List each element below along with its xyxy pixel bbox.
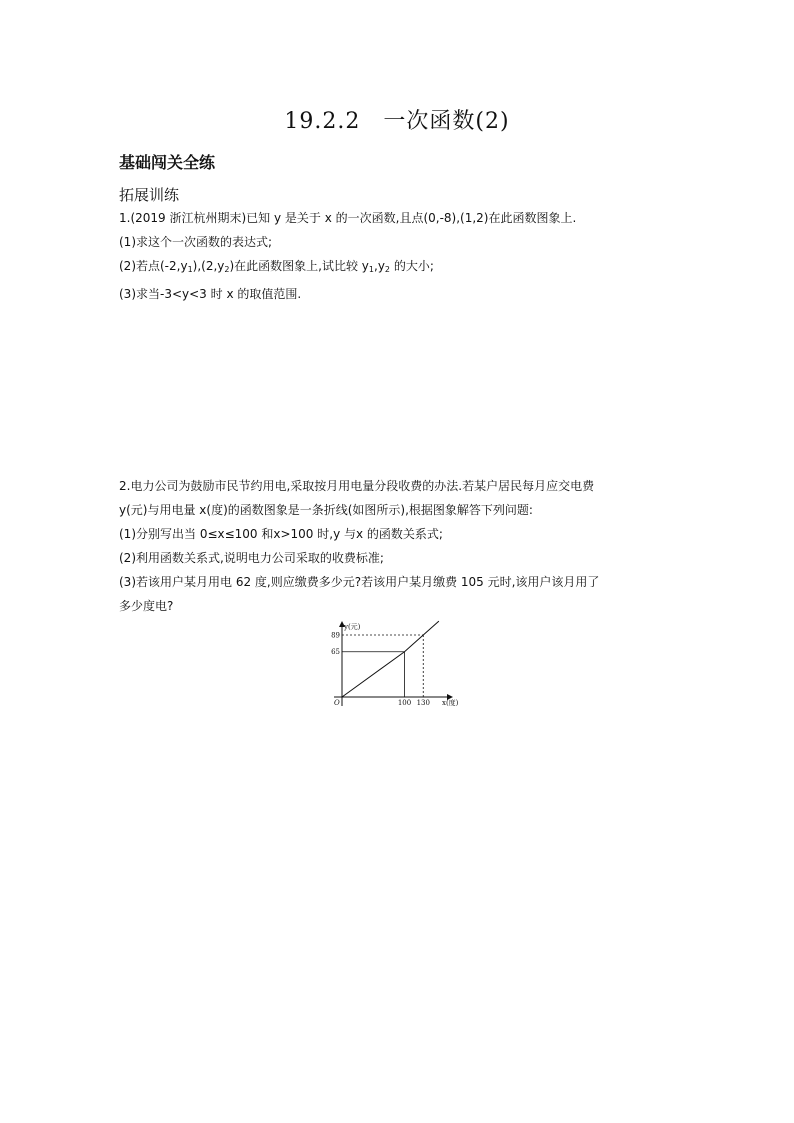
question-1-stem: 1.(2019 浙江杭州期末)已知 y 是关于 x 的一次函数,且点(0,-8),(1,2)在此函数图象上. bbox=[119, 211, 577, 225]
subscript: 1 bbox=[187, 265, 193, 274]
x-tick-label: 130 bbox=[416, 699, 430, 707]
x-axis-label: x(度) bbox=[442, 699, 459, 707]
section-heading: 基础闯关全练 bbox=[119, 153, 216, 172]
subscript: 2 bbox=[384, 265, 391, 274]
question-1 bbox=[119, 206, 679, 306]
y-tick-labels bbox=[331, 632, 340, 657]
x-tick-labels bbox=[398, 699, 430, 707]
q1p2-text-d: ,y bbox=[374, 259, 385, 273]
question-2 bbox=[119, 474, 679, 618]
question-1-part-2 bbox=[119, 254, 679, 282]
question-1-part-3: (3)求当-3<y<3 时 x 的取值范围. bbox=[119, 287, 302, 301]
q1p2-text-b: ),(2,y bbox=[192, 259, 225, 273]
y-tick-label: 65 bbox=[331, 648, 340, 657]
q1p2-text-a: (2)若点(-2,y bbox=[119, 259, 188, 273]
page-title: 19.2.2 一次函数(2) bbox=[284, 109, 510, 134]
question-2-part-2: (2)利用函数关系式,说明电力公司采取的收费标准; bbox=[119, 551, 384, 565]
q1p2-text-e: 的大小; bbox=[390, 259, 434, 273]
question-2-part-3-cont: 多少度电? bbox=[119, 599, 174, 613]
question-2-part-3: (3)若该用户某月用电 62 度,则应缴费多少元?若该用户某月缴费 105 元时,该用户该月用了 bbox=[119, 575, 600, 589]
subsection-heading: 拓展训练 bbox=[119, 186, 180, 204]
fee-polyline bbox=[342, 621, 439, 697]
subscript: 1 bbox=[368, 265, 374, 274]
origin-label: O bbox=[334, 699, 340, 707]
q1p2-text-c: )在此函数图象上,试比较 y bbox=[229, 259, 369, 273]
question-2-stem-line-1: 2.电力公司为鼓励市民节约用电,采取按月用电量分段收费的办法.若某户居民每月应交电费 bbox=[119, 479, 595, 493]
y-axis-label: y(元) bbox=[344, 623, 361, 631]
x-tick-label: 100 bbox=[397, 699, 412, 707]
question-1-part-1: (1)求这个一次函数的表达式; bbox=[119, 235, 273, 249]
question-2-stem-line-2: y(元)与用电量 x(度)的函数图象是一条折线(如图所示),根据图象解答下列问题: bbox=[119, 503, 533, 517]
y-tick-label: 89 bbox=[331, 631, 340, 640]
electricity-fee-graph bbox=[330, 618, 470, 710]
subscript: 2 bbox=[224, 265, 230, 274]
question-2-part-1: (1)分别写出当 0≤x≤100 和x>100 时,y 与x 的函数关系式; bbox=[119, 527, 443, 541]
